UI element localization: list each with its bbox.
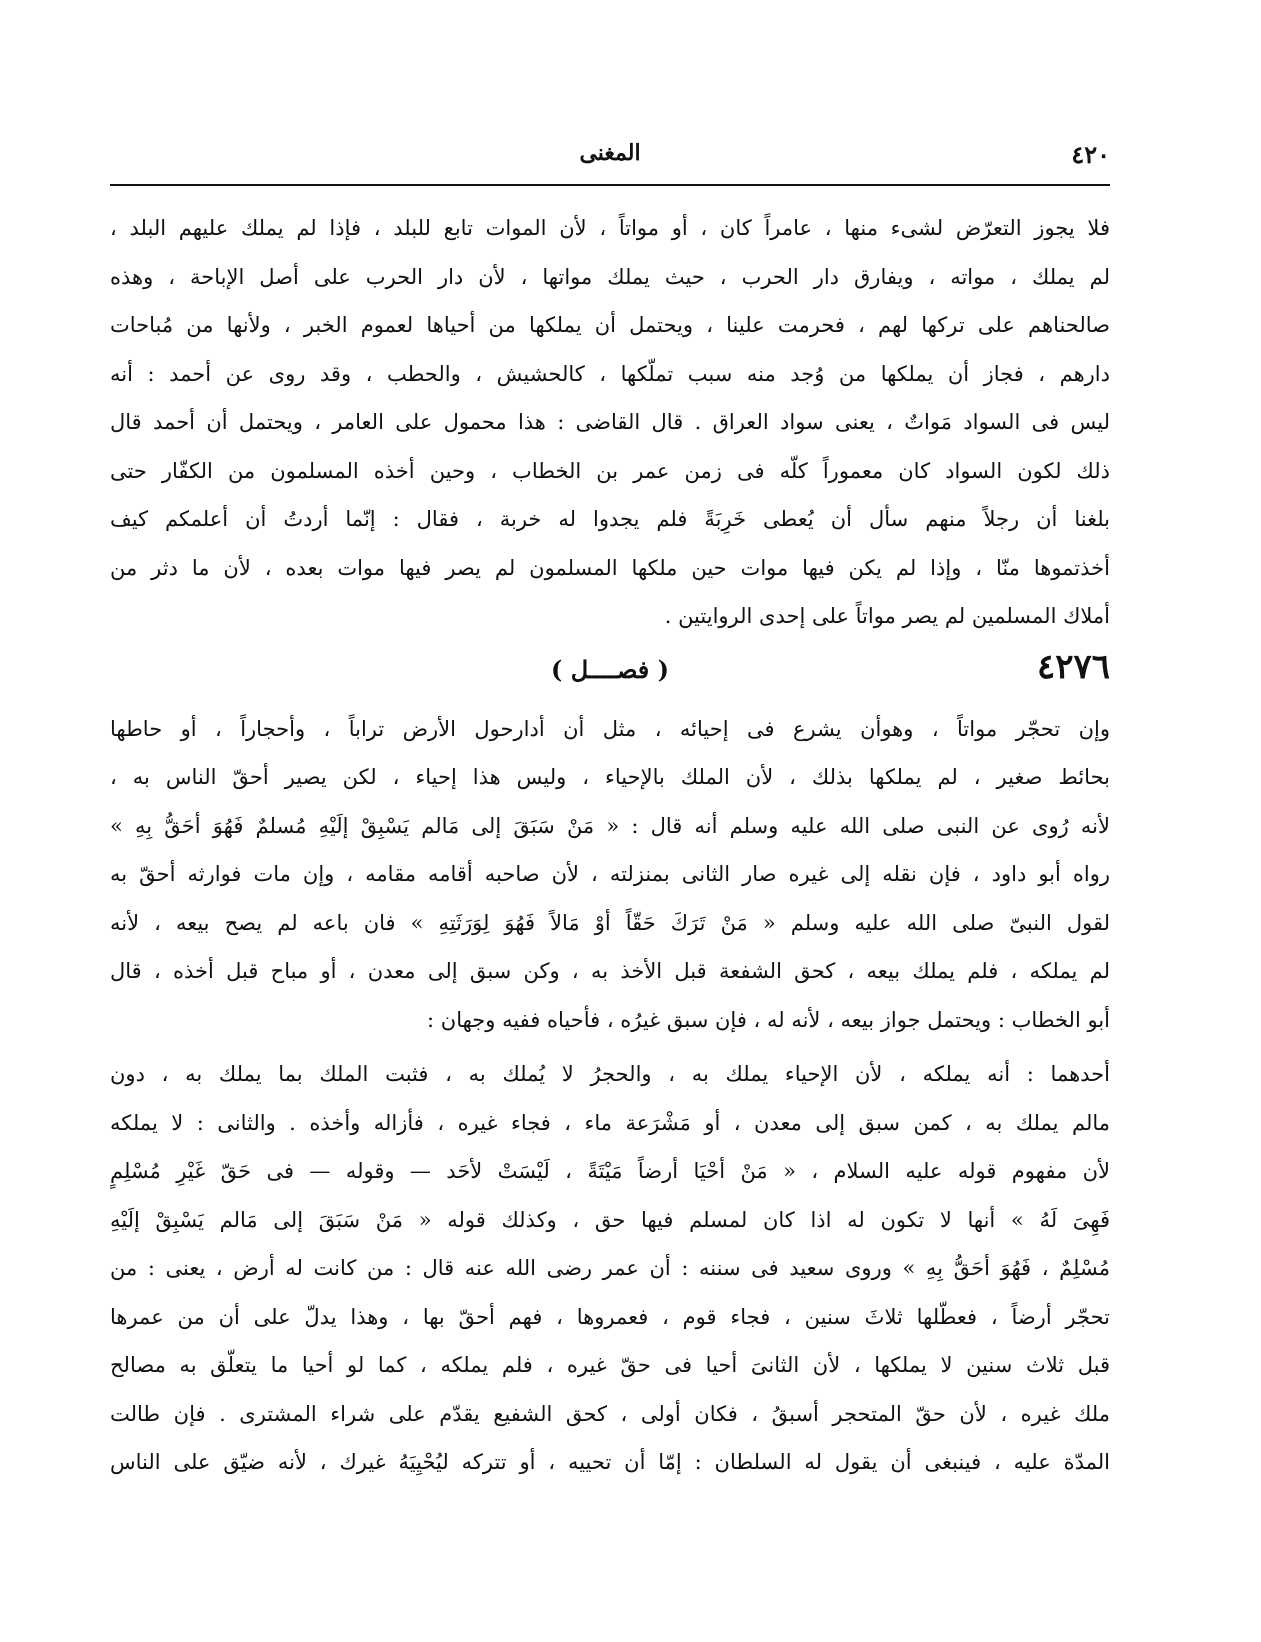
text-line: مُسْلِمٌ ، فَهُوَ أحَقُّ بِهِ » وروى سعيد فى سننه : أن عمر رضى الله عنه قال : من كانت له أرض ، يعنى : من <box>110 1256 1110 1280</box>
book-title: المغنى <box>579 140 641 166</box>
section-number: ٤٢٧٦ <box>1036 646 1110 687</box>
paragraph-section-body <box>110 705 1110 1045</box>
text-line: تحجّر أرضاً ، فعطّلها ثلاثَ سنين ، فجاء قوم ، فعمروها ، فهم أحقّ بها ، وهذا يدلّ على أن من عمرها <box>110 1304 1110 1329</box>
text-line: قبل ثلاث سنين لا يملكها ، لأن الثانىَ أحيا فى حقّ غيره ، فلم يملكه ، كما لو أحيا ما يتعلّق به مصالح <box>110 1353 1110 1377</box>
text-line: بحائط صغير ، لم يملكها بذلك ، لأن الملك بالإحياء ، وليس هذا إحياء ، لكن يصير أحقّ الناس به ، <box>110 765 1110 789</box>
text-line: ذلك لكون السواد كان معموراً كلّه فى زمن عمر بن الخطاب ، وحين أخذه المسلمون من الكفّار حتى <box>110 458 1110 483</box>
text-line: المدّة عليه ، فينبغى أن يقول له السلطان : إمّا أن تحييه ، أو تتركه ليُحْيِيَهُ غيرك ، لأنه ضيّق على الناس <box>110 1450 1110 1474</box>
text-line: ليس فى السواد مَواتٌ ، يعنى سواد العراق . قال القاضى : هذا محمول على العامر ، ويحتمل أن أحمد قال <box>110 410 1110 434</box>
text-line: مالم يملك به ، كمن سبق إلى معدن ، أو مَشْرَعة ماء ، فجاء غيره ، فأزاله وأخذه . والثانى : لا يملكه <box>110 1110 1110 1135</box>
book-page <box>110 140 1110 1487</box>
text-line: لم يملكه ، فلم يملك بيعه ، كحق الشفعة قبل الأخذ به ، وكن سبق إلى معدن ، أو مباح قبل أخذه ، قال <box>110 959 1110 983</box>
text-line: أملاك المسلمين لم يصر مواتاً على إحدى الروايتين . <box>664 604 1110 628</box>
text-line: لأن مفهوم قوله عليه السلام ، « مَنْ أحْيَا أرضاً مَيْتَةً ، لَيْسَتْ لأحَد — وقوله — فى حَقّ غَيْرِ مُسْلِمٍ <box>110 1159 1110 1183</box>
text-line: بلغنا أن رجلاً منهم سأل أن يُعطى خَرِبَةً فلم يجدوا له خربة ، فقال : إنّما أردتُ أن أعلمكم كيف <box>110 507 1110 531</box>
text-line: أبو الخطاب : ويحتمل جواز بيعه ، لأنه له ، فإن سبق غيرُه ، فأحياه ففيه وجهان : <box>427 1007 1110 1032</box>
text-line: ملك غيره ، لأن حقّ المتحجر أسبقُ ، فكان أولى ، كحق الشفيع يقدّم على شراء المشترى . فإن طالت <box>110 1401 1110 1426</box>
text-line: وإن تحجّر مواتاً ، وهوأن يشرع فى إحيائه ، مثل أن أدارحول الأرض تراباً ، وأحجاراً ، أو حاطها <box>110 716 1110 741</box>
section-title: ( فصــــل ) <box>550 654 669 684</box>
paragraph-two-views <box>110 1050 1110 1487</box>
text-line: صالحناهم على تركها لهم ، فحرمت علينا ، ويحتمل أن يملكها من أحياها لعموم الخبر ، ولأنها من مُباحات <box>110 313 1110 337</box>
text-line: فلا يجوز التعرّض لشىء منها ، عامراً كان ، أو مواتاً ، لأن الموات تابع للبلد ، فإذا لم يملك عليهم البلد ، <box>110 216 1110 240</box>
text-line: دارهم ، فجاز أن يملكها من وُجد منه سبب تملّكها ، كالحشيش ، والحطب ، وقد روى عن أحمد : أنه <box>110 361 1110 386</box>
text-line: لأنه رُوى عن النبى صلى الله عليه وسلم أنه قال : « مَنْ سَبَقَ إلى مَالم يَسْبِقْ إلَيْهِ مُسلمٌ فَهُوَ أحَقُّ بِهِ » <box>110 813 1110 838</box>
page-number: ٤٢٠ <box>1071 140 1110 169</box>
text-line: أحدهما : أنه يملكه ، لأن الإحياء يملك به ، والحجرُ لا يُملك به ، فثبت الملك بما يملك به ، دون <box>110 1062 1110 1086</box>
text-line: أخذتموها منّا ، وإذا لم يكن فيها موات حين ملكها المسلمون لم يصر فيها موات بعده ، لأن ما دثر من <box>110 555 1110 580</box>
paragraph-continuation <box>110 204 1110 641</box>
text-line: لقول النبىّ صلى الله عليه وسلم « مَنْ تَرَكَ حَقّاً أوْ مَالاً فَهُوَ لِوَرَثَتِهِ » فان باعه لم يصح بيعه ، لأنه <box>110 910 1110 935</box>
text-line: فَهِىَ لَهُ » أنها لا تكون له اذا كان لمسلم فيها حق ، وكذلك قوله « مَنْ سَبَقَ إلى مَالم يَسْبِقْ إلَيْهِ <box>110 1207 1110 1232</box>
running-header <box>110 140 1110 184</box>
section-heading <box>110 645 1110 703</box>
header-rule <box>110 184 1110 186</box>
text-line: رواه أبو داود ، فإن نقله إلى غيره صار الثانى بمنزلته ، لأن صاحبه أقامه مقامه ، وإن مات فوارثه أحقّ به <box>110 862 1110 886</box>
text-line: لم يملك ، مواته ، ويفارق دار الحرب ، حيث يملك مواتها ، لأن دار الحرب على أصل الإباحة ، وهذه <box>110 264 1110 289</box>
